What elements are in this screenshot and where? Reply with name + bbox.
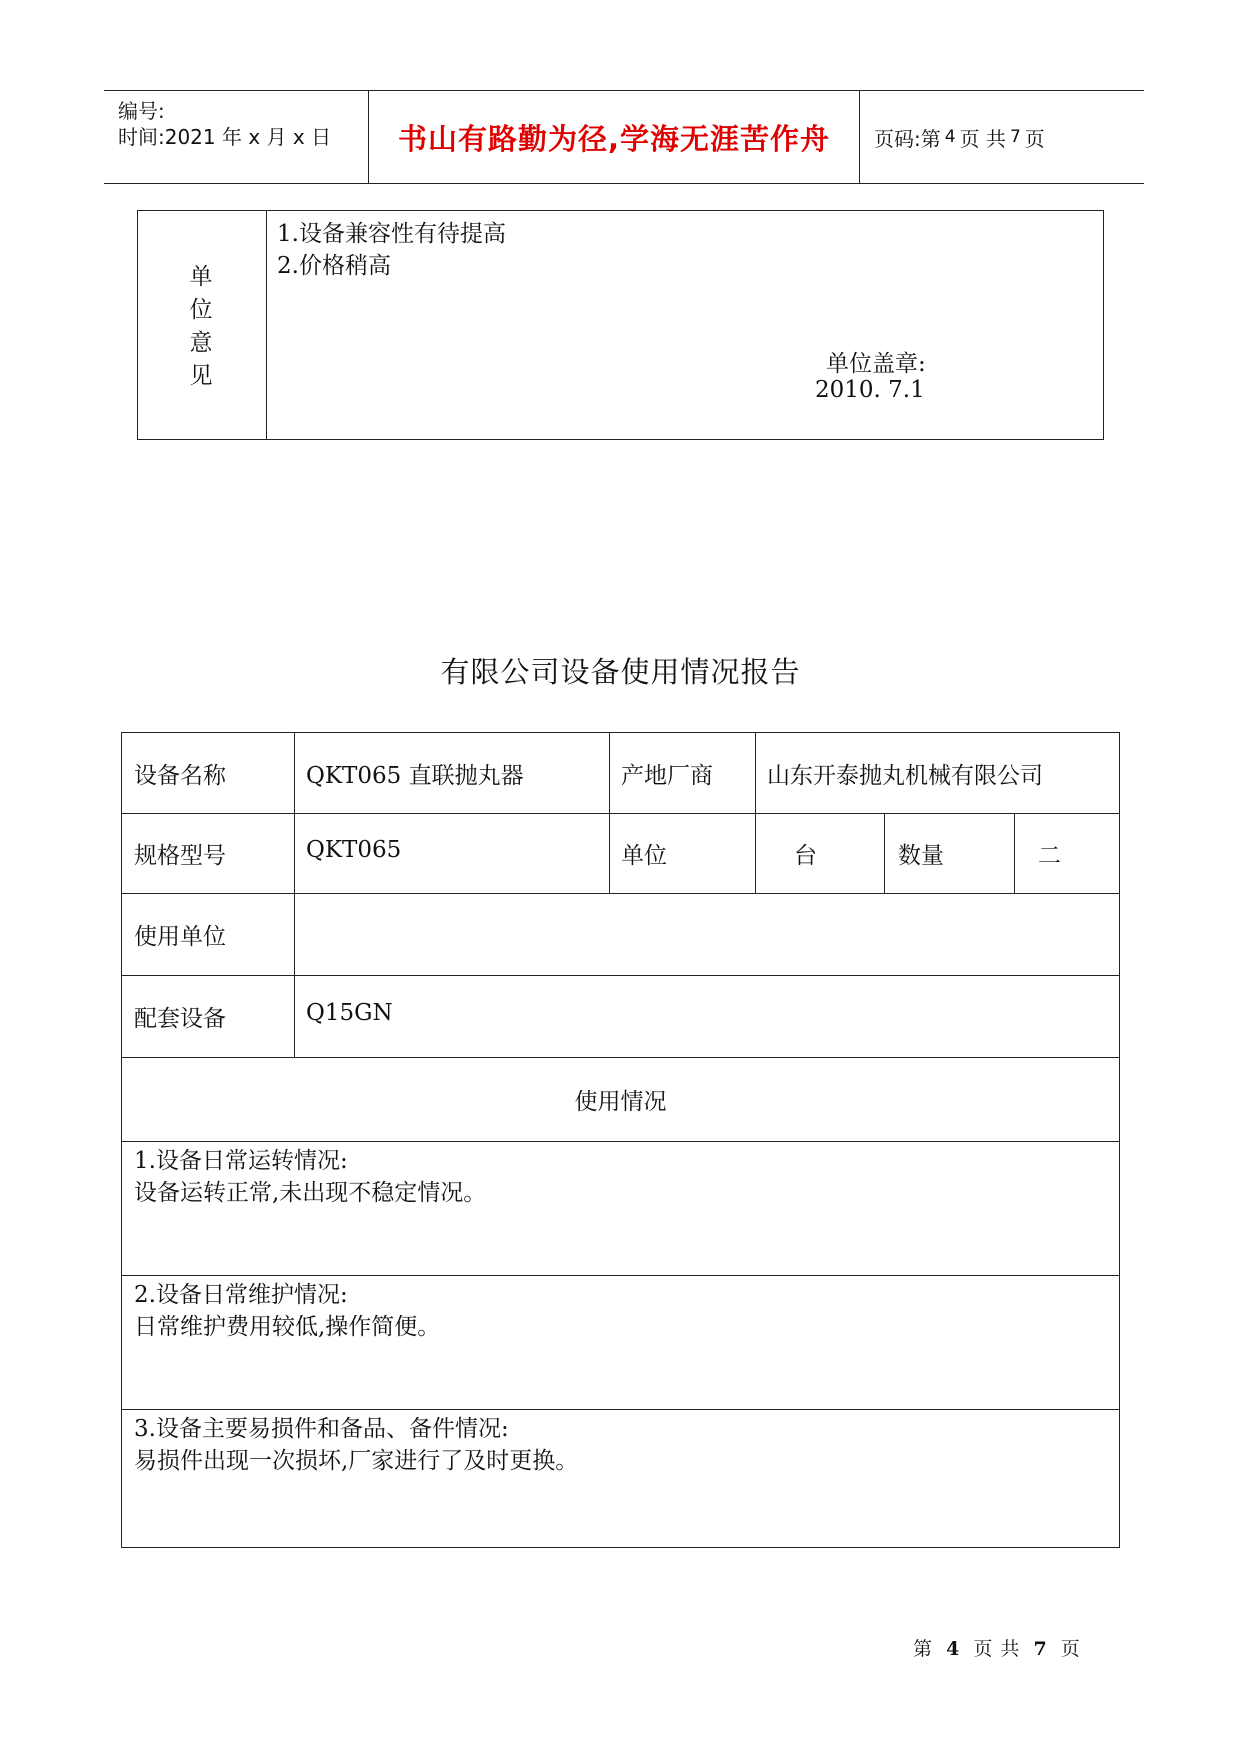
unit-opinion-label	[186, 261, 216, 393]
footer-page-total: 7	[1033, 1638, 1048, 1660]
matching-equipment-label: 配套设备	[134, 1006, 226, 1032]
opinion-item: 1.设备兼容性有待提高	[277, 221, 506, 247]
manufacturer-value: 山东开泰抛丸机械有限公司	[767, 763, 1043, 789]
section-heading: 2.设备日常维护情况:	[134, 1282, 348, 1308]
quantity-label: 数量	[898, 843, 944, 869]
usage-section	[134, 1413, 578, 1477]
manufacturer-label: 产地厂商	[621, 763, 713, 789]
header-page-indicator	[860, 91, 1144, 183]
column-divider	[294, 733, 295, 1057]
opinion-date: 2010. 7.1	[815, 377, 925, 403]
row-divider	[122, 893, 1119, 894]
model-label: 规格型号	[134, 843, 226, 869]
equipment-name-value: QKT065 直联抛丸器	[306, 763, 524, 789]
document-time: 时间:2021 年 x 月 x 日	[118, 125, 332, 149]
model-value: QKT065	[306, 837, 402, 863]
unit-value: 台	[794, 843, 817, 869]
header-meta	[104, 91, 369, 183]
label-char: 单	[189, 264, 213, 290]
row-divider	[122, 1275, 1119, 1276]
header-motto-cell	[369, 91, 860, 183]
page-footer	[913, 1634, 1081, 1661]
column-divider	[1014, 813, 1015, 893]
footer-page-current: 4	[946, 1638, 961, 1660]
section-body: 设备运转正常,未出现不稳定情况。	[134, 1180, 487, 1206]
quantity-value: 二	[1038, 843, 1061, 869]
section-body: 日常维护费用较低,操作简便。	[134, 1314, 441, 1340]
label-char: 位	[189, 297, 213, 323]
row-divider	[122, 1409, 1119, 1410]
matching-equipment-value: Q15GN	[306, 1000, 393, 1026]
usage-section	[134, 1279, 440, 1343]
unit-opinion-table	[137, 210, 1104, 440]
footer-prefix: 第	[913, 1638, 934, 1660]
user-unit-label: 使用单位	[134, 924, 226, 950]
row-divider	[122, 1141, 1119, 1142]
label-char: 见	[189, 363, 213, 389]
opinion-item: 2.价格稍高	[277, 253, 391, 279]
section-heading: 1.设备日常运转情况:	[134, 1148, 348, 1174]
page-total: 7	[1009, 127, 1021, 147]
label-char: 意	[189, 330, 213, 356]
page-suffix: 页	[1024, 126, 1045, 151]
row-divider	[122, 975, 1119, 976]
page-header	[104, 90, 1144, 184]
unit-label: 单位	[621, 843, 667, 869]
report-title: 有限公司设备使用情况报告	[440, 655, 801, 689]
column-divider	[609, 733, 610, 893]
document-code-label: 编号:	[118, 99, 165, 123]
footer-mid: 页 共	[973, 1638, 1021, 1660]
usage-header: 使用情况	[574, 1089, 667, 1115]
section-body: 易损件出现一次损坏,厂家进行了及时更换。	[134, 1448, 579, 1474]
header-motto: 书山有路勤为径,学海无涯苦作舟	[397, 121, 831, 156]
row-divider	[122, 1057, 1119, 1058]
page-mid: 页 共	[959, 126, 1006, 151]
equipment-name-label: 设备名称	[134, 763, 226, 789]
page-current: 4	[944, 127, 956, 147]
section-heading: 3.设备主要易损件和备品、备件情况:	[134, 1416, 509, 1442]
unit-seal-label: 单位盖章:	[826, 351, 926, 377]
row-divider	[122, 813, 1119, 814]
column-divider	[755, 733, 756, 893]
unit-opinion-label-cell	[138, 211, 267, 439]
page-prefix: 页码:第	[874, 126, 941, 151]
equipment-report-table	[121, 732, 1120, 1548]
column-divider	[884, 813, 885, 893]
footer-suffix: 页	[1060, 1638, 1081, 1660]
usage-section	[134, 1145, 486, 1209]
